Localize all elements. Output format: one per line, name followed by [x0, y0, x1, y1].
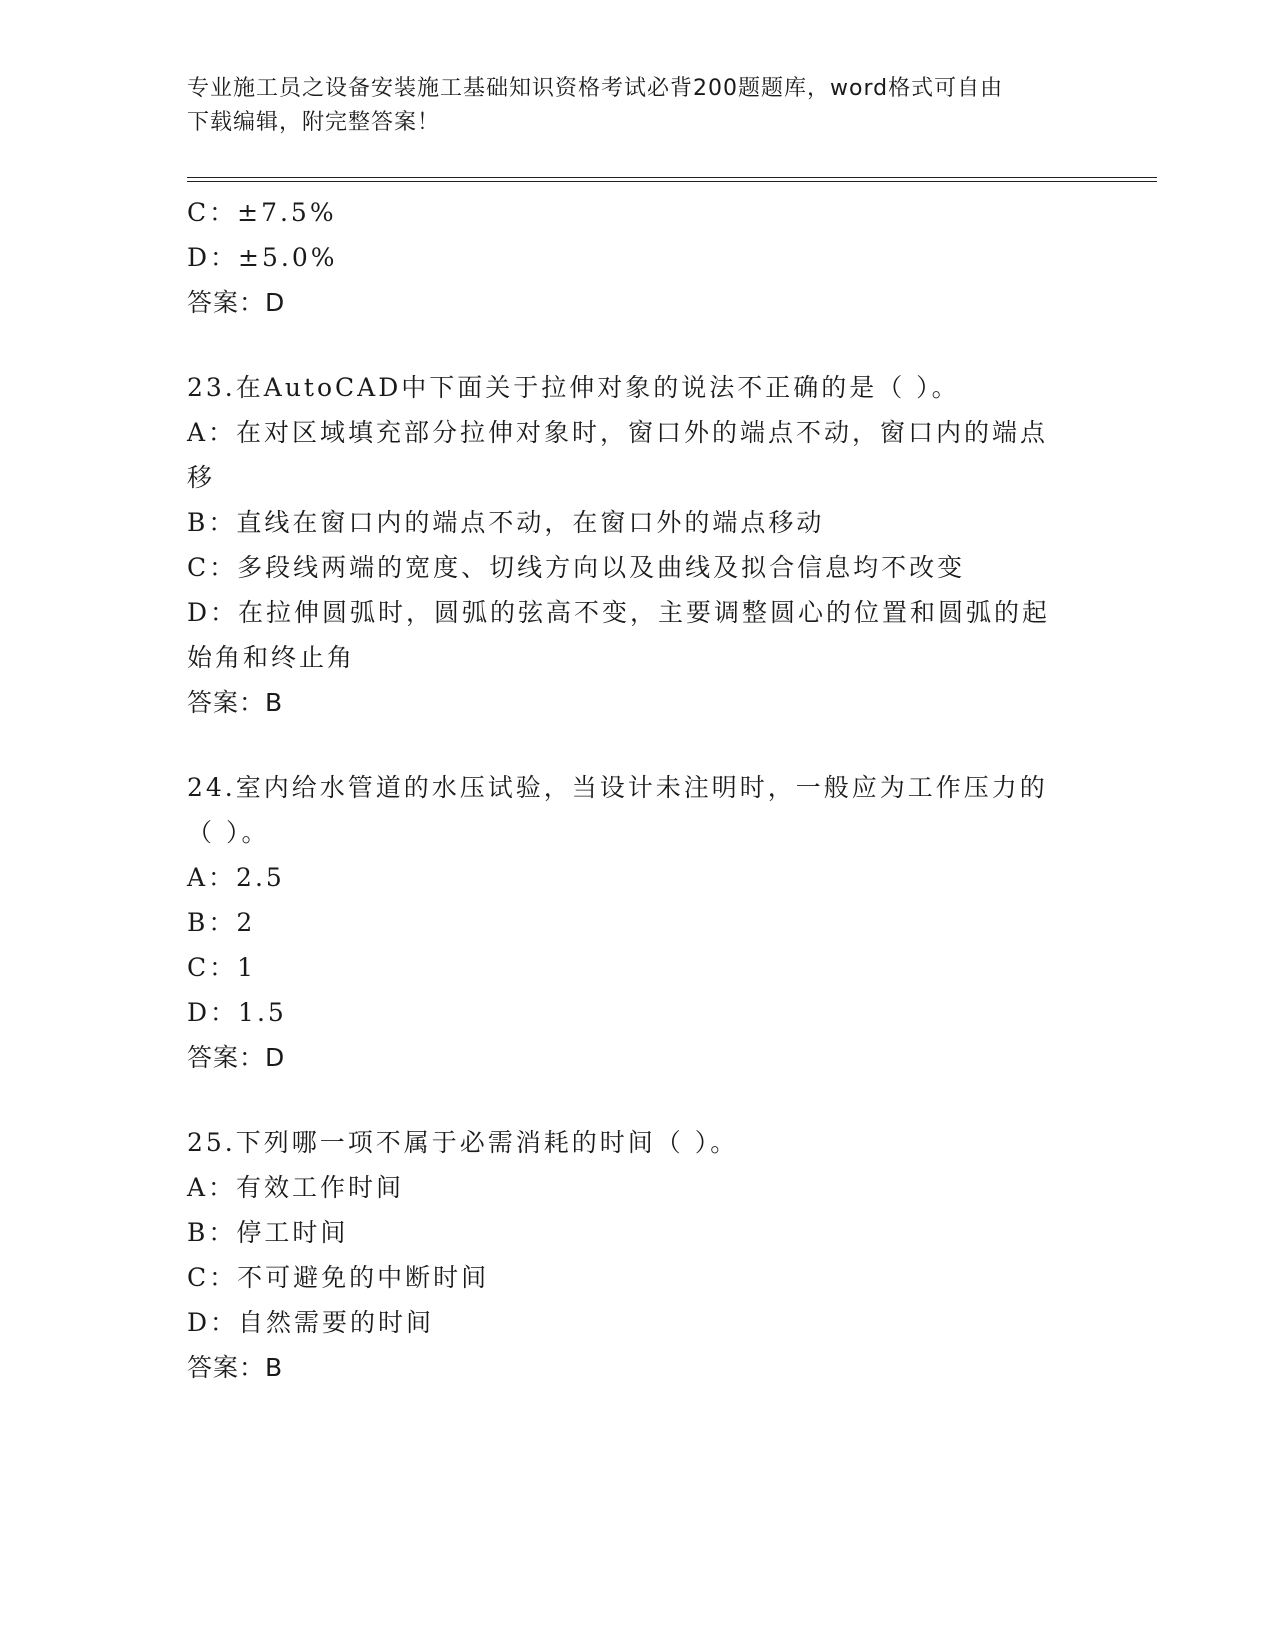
- option-c: C：不可避免的中断时间: [187, 1263, 490, 1292]
- option-a: A：有效工作时间: [187, 1173, 405, 1202]
- option-b: B：2: [187, 908, 256, 937]
- question-stem: 24.室内给水管道的水压试验，当设计未注明时，一般应为工作压力的: [187, 773, 1048, 802]
- question-stem: 23.在AutoCAD中下面关于拉伸对象的说法不正确的是（ ）。: [187, 373, 960, 402]
- option-c: C：±7.5%: [187, 198, 337, 227]
- answer-line: 答案：B: [187, 688, 284, 717]
- question-24: [187, 765, 1067, 1080]
- header-line-1: 专业施工员之设备安装施工基础知识资格考试必背200题题库，word格式可自由: [187, 76, 1004, 101]
- option-c: C：1: [187, 953, 257, 982]
- option-d: D：1.5: [187, 998, 287, 1027]
- option-b: B：直线在窗口内的端点不动，在窗口外的端点移动: [187, 508, 825, 537]
- option-a-continued: 移: [187, 463, 216, 492]
- header-divider-top: [187, 177, 1157, 178]
- header-divider-bottom: [187, 181, 1157, 182]
- question-list: [187, 190, 1067, 1390]
- option-c: C：多段线两端的宽度、切线方向以及曲线及拟合信息均不改变: [187, 553, 966, 582]
- option-d: D：±5.0%: [187, 243, 338, 272]
- question-stem: 25.下列哪一项不属于必需消耗的时间（ ）。: [187, 1128, 739, 1157]
- option-a: A：在对区域填充部分拉伸对象时，窗口外的端点不动，窗口内的端点: [187, 418, 1049, 447]
- question-stem-continued: （ ）。: [187, 818, 270, 847]
- answer-line: 答案：D: [187, 288, 286, 317]
- document-header: [187, 72, 1067, 140]
- option-a: A：2.5: [187, 863, 285, 892]
- answer-line: 答案：B: [187, 1353, 284, 1382]
- question-25: [187, 1120, 1067, 1390]
- header-line-2: 下载编辑，附完整答案！: [187, 110, 441, 135]
- question-22-tail: [187, 190, 1067, 325]
- question-23: [187, 365, 1067, 725]
- answer-line: 答案：D: [187, 1043, 286, 1072]
- option-d: D：自然需要的时间: [187, 1308, 435, 1337]
- option-b: B：停工时间: [187, 1218, 349, 1247]
- option-d-continued: 始角和终止角: [187, 643, 356, 672]
- option-d: D：在拉伸圆弧时，圆弧的弦高不变，主要调整圆心的位置和圆弧的起: [187, 598, 1051, 627]
